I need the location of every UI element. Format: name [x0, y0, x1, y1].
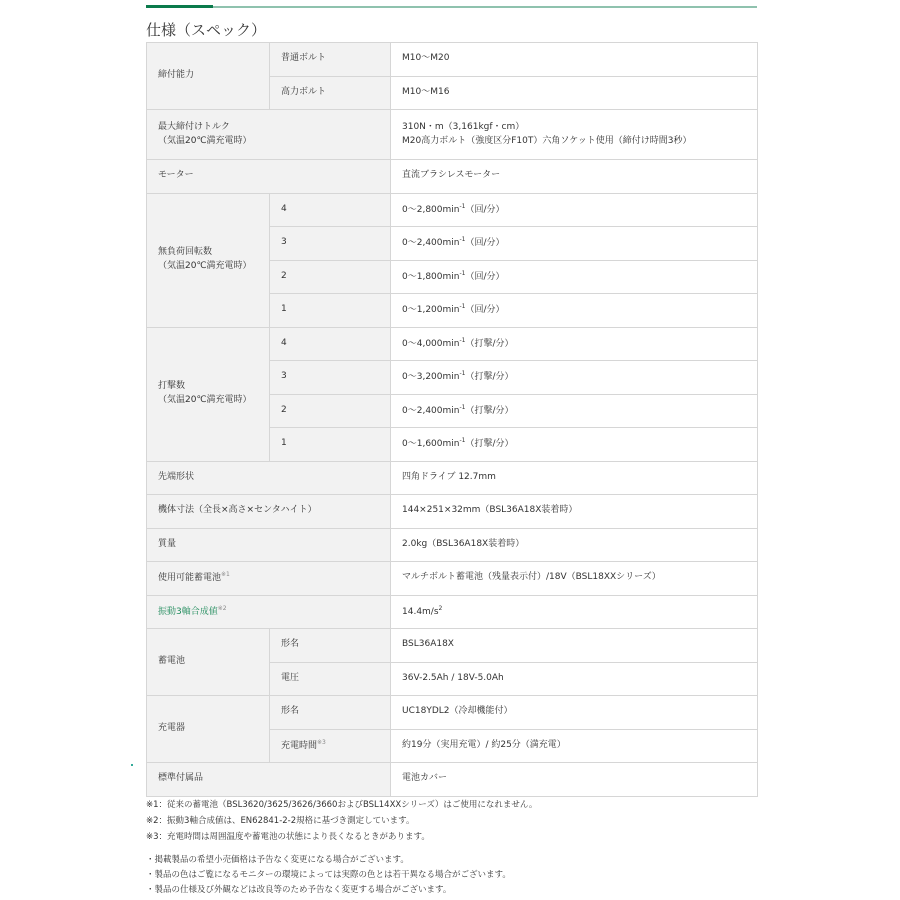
spec-value-text: 約19分（実用充電）/ 約25分（満充電） — [402, 739, 566, 750]
spec-value-text: UC18YDL2（冷却機能付） — [402, 706, 513, 717]
spec-sublabel-text: 3 — [281, 237, 287, 248]
spec-label — [147, 595, 391, 629]
spec-value-text: 0～2,400min — [402, 238, 460, 249]
footnotes — [146, 797, 537, 845]
spec-unit: （打撃/分） — [465, 405, 514, 416]
spec-sublabel — [270, 43, 391, 77]
spec-value — [391, 729, 758, 763]
spec-sublabel-text: 4 — [281, 337, 287, 348]
spec-label-text: 最大締付けトルク — [158, 121, 230, 132]
spec-value — [391, 76, 758, 110]
footnote: ※2：振動3軸合成値は、EN62841-2-2規格に基づき測定しています。 — [146, 816, 415, 826]
spec-value-text: 2.0kg（BSL36A18X装着時） — [402, 538, 525, 549]
spec-value-text: 0～2,400min — [402, 405, 460, 416]
spec-sublabel-text: 4 — [281, 203, 287, 214]
superscript: -1 — [459, 437, 466, 445]
spec-label-sub: （気温20℃満充電時） — [158, 261, 252, 271]
spec-sublabel-text: 1 — [281, 438, 287, 449]
spec-label — [147, 327, 270, 461]
footnote-ref: ※3 — [317, 738, 326, 746]
disclaimer: ・製品の仕様及び外観などは改良等のため予告なく変更する場合がございます。 — [146, 885, 452, 895]
spec-value — [391, 662, 758, 696]
table-row — [147, 160, 758, 194]
spec-value — [391, 110, 758, 160]
spec-value — [391, 696, 758, 730]
spec-value-text: 電池カバー — [402, 773, 448, 784]
spec-value — [391, 528, 758, 562]
spec-value — [391, 595, 758, 629]
spec-label — [147, 495, 391, 529]
table-row — [147, 110, 758, 160]
spec-label-sub: （気温20℃満充電時） — [158, 395, 252, 405]
spec-value-text: 四角ドライブ 12.7mm — [402, 471, 496, 482]
spec-value-text: 36V-2.5Ah / 18V-5.0Ah — [402, 672, 504, 683]
spec-table — [146, 42, 758, 797]
spec-sublabel — [270, 361, 391, 395]
spec-label-text: 蓄電池 — [158, 656, 186, 667]
spec-label-text: 機体寸法（全長×高さ×センタハイト） — [158, 505, 317, 516]
spec-label-text: 使用可能蓄電池 — [158, 573, 222, 584]
table-row — [147, 595, 758, 629]
spec-label-text: 締付能力 — [158, 70, 195, 81]
table-row — [147, 461, 758, 495]
spec-sublabel-text: 2 — [281, 404, 287, 415]
spec-sublabel-text: 電圧 — [281, 672, 300, 683]
table-row — [147, 629, 758, 663]
table-row — [147, 562, 758, 596]
spec-value — [391, 763, 758, 797]
section-divider — [146, 6, 757, 8]
spec-sublabel — [270, 76, 391, 110]
spec-value-text: 直流ブラシレスモーター — [402, 170, 501, 181]
spec-sublabel — [270, 729, 391, 763]
spec-value-text: 0～2,800min — [402, 204, 460, 215]
spec-value-text: 0～3,200min — [402, 372, 460, 383]
spec-value — [391, 428, 758, 462]
superscript: -1 — [459, 303, 466, 311]
spec-label-text: 標準付属品 — [158, 773, 204, 784]
spec-unit: （打撃/分） — [465, 439, 514, 450]
spec-sublabel — [270, 394, 391, 428]
table-row — [147, 763, 758, 797]
table-row — [147, 696, 758, 730]
superscript: -1 — [459, 202, 466, 210]
spec-value-text: 0～1,800min — [402, 271, 460, 282]
spec-sublabel — [270, 327, 391, 361]
table-row — [147, 193, 758, 227]
superscript: -1 — [459, 269, 466, 277]
disclaimer: ・掲載製品の希望小売価格は予告なく変更になる場合がございます。 — [146, 855, 409, 865]
footnote-ref: ※2 — [217, 604, 227, 612]
superscript: 2 — [438, 604, 443, 612]
spec-label — [147, 461, 391, 495]
spec-unit: （回/分） — [465, 204, 505, 215]
spec-unit: （回/分） — [465, 271, 505, 282]
spec-sublabel — [270, 227, 391, 261]
spec-unit: （回/分） — [465, 305, 505, 316]
table-row — [147, 528, 758, 562]
spec-sublabel-text: 2 — [281, 270, 287, 281]
superscript: -1 — [459, 370, 466, 378]
spec-label-sub: （気温20℃満充電時） — [158, 135, 252, 146]
spec-value-text: 0～4,000min — [402, 338, 460, 349]
footnote: ※1：従来の蓄電池（BSL3620/3625/3626/3660およびBSL14XXシリーズ）はご使用になれません。 — [146, 800, 538, 810]
table-row — [147, 495, 758, 529]
spec-label — [147, 110, 391, 160]
spec-sublabel-text: 普通ボルト — [281, 53, 327, 64]
spec-value — [391, 394, 758, 428]
spec-sublabel-text: 充電時間 — [281, 740, 318, 751]
spec-value — [391, 562, 758, 596]
spec-value — [391, 327, 758, 361]
spec-sublabel-text: 高力ボルト — [281, 86, 327, 97]
spec-sublabel — [270, 294, 391, 328]
spec-value — [391, 495, 758, 529]
spec-label-text: 質量 — [158, 538, 177, 549]
spec-sublabel-text: 形名 — [281, 706, 300, 717]
spec-sublabel — [270, 696, 391, 730]
spec-label-text: 振動3軸合成値 — [158, 606, 218, 617]
spec-value-text: 14.4m/s — [402, 606, 439, 617]
spec-value-text: 0～1,600min — [402, 439, 460, 450]
spec-unit: （打撃/分） — [465, 372, 514, 383]
footnote-ref: ※1 — [221, 571, 230, 579]
table-row — [147, 327, 758, 361]
spec-label-text: モーター — [158, 170, 194, 181]
superscript: -1 — [459, 403, 466, 411]
table-row — [147, 43, 758, 77]
spec-value — [391, 629, 758, 663]
spec-value-text: M10～M16 — [402, 86, 450, 97]
spec-label — [147, 562, 391, 596]
spec-value-text: マルチボルト蓄電池（残量表示付）/18V（BSL18XXシリーズ） — [402, 572, 661, 583]
spec-value — [391, 227, 758, 261]
spec-label — [147, 763, 391, 797]
spec-value-text: 310N・m（3,161kgf・cm） — [402, 121, 525, 132]
spec-label — [147, 193, 270, 327]
decorative-dot — [131, 764, 133, 766]
spec-sublabel — [270, 662, 391, 696]
spec-sublabel-text: 1 — [281, 304, 287, 315]
spec-value — [391, 43, 758, 77]
spec-value-text: 144×251×32mm（BSL36A18X装着時） — [402, 505, 578, 516]
spec-label-text: 充電器 — [158, 723, 186, 734]
spec-value-text: BSL36A18X — [402, 639, 454, 650]
superscript: -1 — [459, 336, 466, 344]
spec-value — [391, 260, 758, 294]
spec-value-text: M20高力ボルト（強度区分F10T）六角ソケット使用（締付け時間3秒） — [402, 135, 692, 146]
spec-label — [147, 160, 391, 194]
spec-sublabel — [270, 193, 391, 227]
section-divider-accent — [146, 5, 213, 8]
spec-sublabel-text: 形名 — [281, 639, 300, 650]
spec-sublabel — [270, 260, 391, 294]
spec-sublabel — [270, 428, 391, 462]
disclaimers — [146, 853, 511, 898]
spec-value — [391, 294, 758, 328]
spec-label-text: 打撃数 — [158, 381, 186, 392]
disclaimer: ・製品の色はご覧になるモニターの環境によっては実際の色とは若干異なる場合がございます。 — [146, 870, 511, 880]
spec-label — [147, 696, 270, 763]
spec-value — [391, 361, 758, 395]
page-title: 仕様（スペック） — [146, 21, 267, 39]
spec-value-text: M10～M20 — [402, 53, 450, 64]
spec-unit: （回/分） — [465, 238, 505, 249]
spec-sublabel — [270, 629, 391, 663]
spec-value-text: 0～1,200min — [402, 305, 460, 316]
spec-unit: （打撃/分） — [465, 338, 514, 349]
spec-value — [391, 193, 758, 227]
spec-label-text: 無負荷回転数 — [158, 247, 213, 258]
superscript: -1 — [459, 236, 466, 244]
spec-value — [391, 160, 758, 194]
spec-label — [147, 629, 270, 696]
footnote: ※3：充電時間は周囲温度や蓄電池の状態により長くなるときがあります。 — [146, 832, 430, 842]
spec-label-text: 先端形状 — [158, 471, 195, 482]
spec-label — [147, 528, 391, 562]
spec-sublabel-text: 3 — [281, 371, 287, 382]
spec-label — [147, 43, 270, 110]
spec-value — [391, 461, 758, 495]
